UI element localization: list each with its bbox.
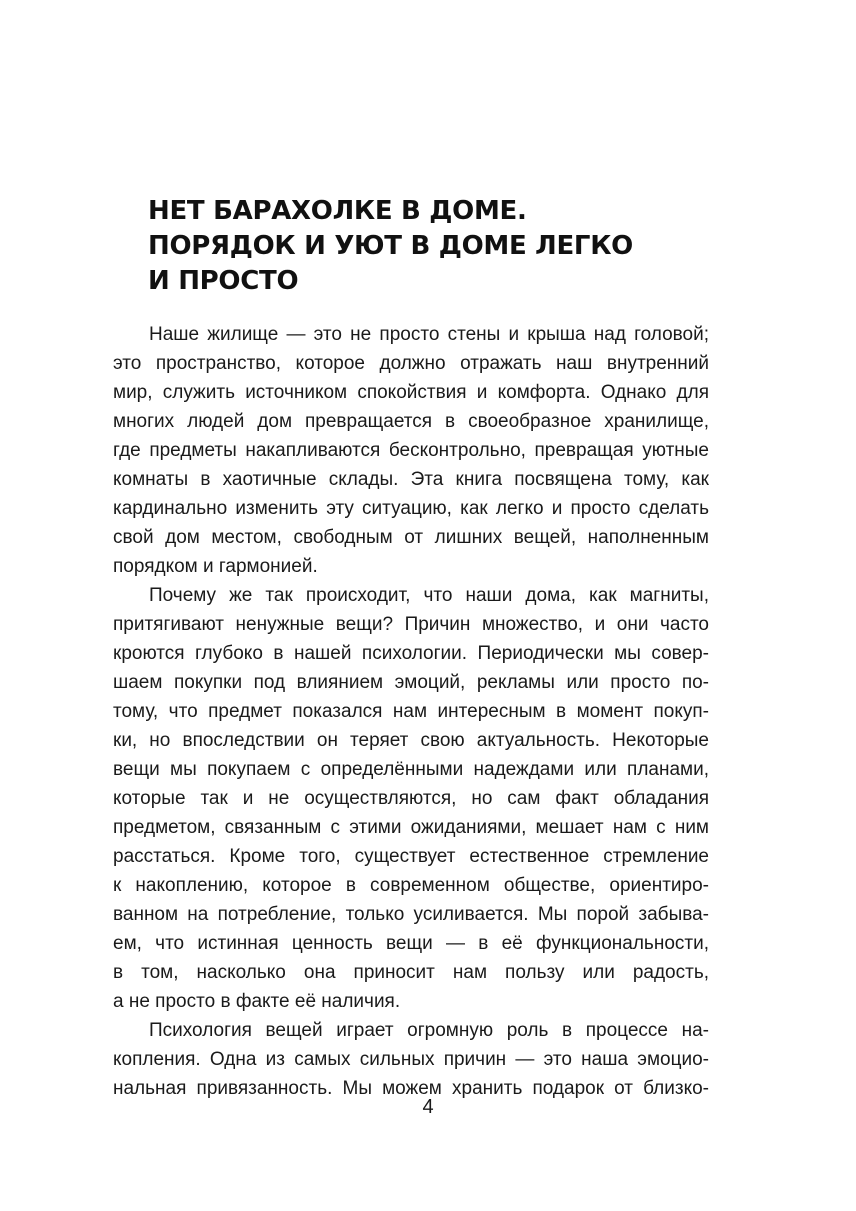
chapter-title-line: ПОРЯДОК И УЮТ В ДОМЕ ЛЕГКО xyxy=(148,231,633,261)
text-line: свой дом местом, свободным от лишних вещей, наполненным xyxy=(113,527,709,548)
page-number: 4 xyxy=(422,1096,434,1118)
text-line: мир, служить источником спокойствия и комфорта. Однако для xyxy=(113,382,709,403)
text-line: где предметы накапливаются бесконтрольно, превращая уютные xyxy=(113,440,709,461)
text-line: копления. Одна из самых сильных причин — это наша эмоцио- xyxy=(113,1049,709,1070)
text-line: Наше жилище — это не просто стены и крыша над головой; xyxy=(149,324,709,345)
text-line: ки, но впоследствии он теряет свою актуальность. Некоторые xyxy=(113,730,709,751)
text-line: кроются глубоко в нашей психологии. Периодически мы совер- xyxy=(113,643,709,664)
text-line: ем, что истинная ценность вещи — в её функциональности, xyxy=(113,933,709,954)
text-line: кардинально изменить эту ситуацию, как легко и просто сделать xyxy=(113,498,709,519)
paragraph-2 xyxy=(113,581,709,1016)
chapter-title-line: И ПРОСТО xyxy=(148,266,299,296)
text-line: нальная привязанность. Мы можем хранить подарок от близко- xyxy=(113,1078,709,1099)
text-line: а не просто в факте её наличия. xyxy=(113,991,401,1012)
text-line: вещи мы покупаем с определёнными надеждами или планами, xyxy=(113,759,709,780)
text-line: комнаты в хаотичные склады. Эта книга посвящена тому, как xyxy=(113,469,709,490)
text-line: расстаться. Кроме того, существует естественное стремление xyxy=(113,846,709,867)
text-line: тому, что предмет показался нам интересным в момент покуп- xyxy=(113,701,709,722)
text-line: в том, насколько она приносит нам пользу или радость, xyxy=(113,962,709,983)
paragraph-3 xyxy=(113,1016,709,1103)
text-line: шаем покупки под влиянием эмоций, рекламы или просто по- xyxy=(113,672,709,693)
text-line: к накоплению, которое в современном обществе, ориентиро- xyxy=(113,875,709,896)
text-line: многих людей дом превращается в своеобразное хранилище, xyxy=(113,411,709,432)
text-line: Почему же так происходит, что наши дома, как магниты, xyxy=(149,585,709,606)
chapter-title-line: НЕТ БАРАХОЛКЕ В ДОМЕ. xyxy=(148,196,527,226)
text-line: которые так и не осуществляются, но сам факт обладания xyxy=(113,788,709,809)
paragraph-1 xyxy=(113,320,709,581)
chapter-title xyxy=(148,194,748,299)
body-text xyxy=(113,320,709,1103)
text-line: это пространство, которое должно отражать наш внутренний xyxy=(113,353,709,374)
text-line: Психология вещей играет огромную роль в процессе на- xyxy=(149,1020,709,1041)
text-line: предметом, связанным с этими ожиданиями, мешает нам с ним xyxy=(113,817,709,838)
text-line: порядком и гармонией. xyxy=(113,556,318,577)
text-line: притягивают ненужные вещи? Причин множество, и они часто xyxy=(113,614,709,635)
text-line: ванном на потребление, только усиливается. Мы порой забыва- xyxy=(113,904,709,925)
